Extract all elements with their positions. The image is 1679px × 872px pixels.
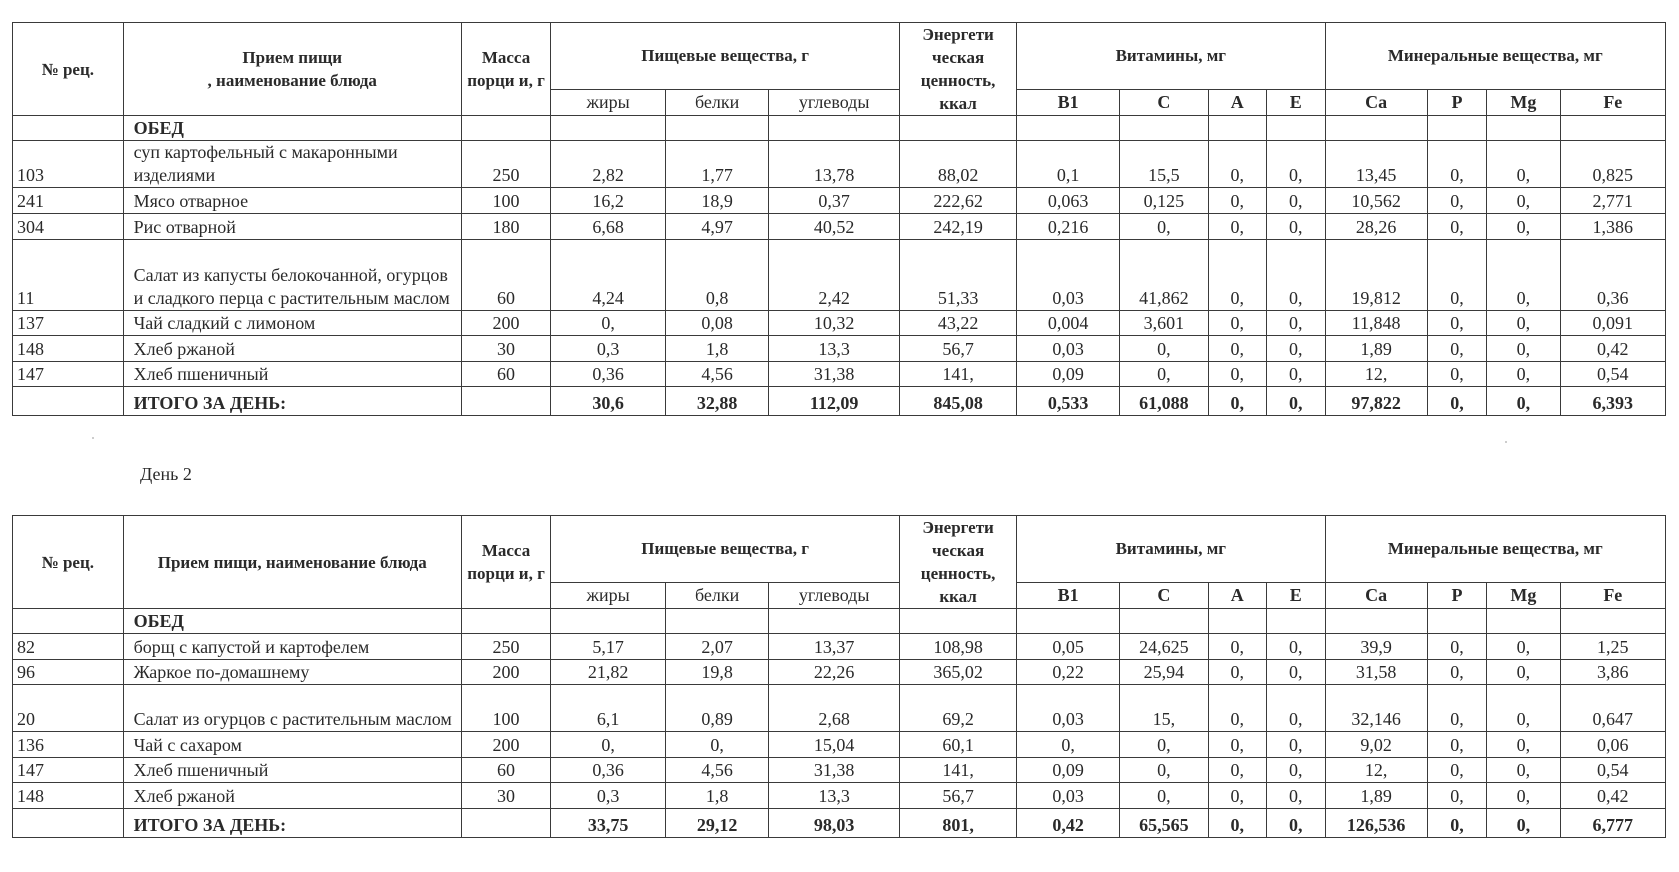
b1-cell: 0,22 (1017, 660, 1120, 685)
a-cell: 0, (1208, 685, 1267, 732)
total-energy-cell: 801, (900, 809, 1017, 838)
proteins-cell: 0, (666, 732, 769, 758)
fats-cell: 0,3 (551, 336, 666, 362)
fats-cell: 4,24 (551, 240, 666, 311)
fe-cell: 0,825 (1560, 141, 1665, 188)
header-proteins: белки (666, 582, 769, 608)
proteins-cell: 19,8 (666, 660, 769, 685)
day1-body (13, 116, 1666, 416)
total-row (13, 809, 1666, 838)
b1-cell: 0,05 (1017, 634, 1120, 660)
total-e-cell: 0, (1267, 809, 1326, 838)
header-dish-text: Прием пищи , наименование блюда (207, 48, 377, 90)
mg-cell: 0, (1487, 188, 1560, 214)
c-cell: 24,625 (1120, 634, 1208, 660)
a-cell: 0, (1208, 634, 1267, 660)
ca-cell: 9,02 (1325, 732, 1427, 758)
header-ca: Ca (1325, 582, 1427, 608)
total-c-cell: 65,565 (1120, 809, 1208, 838)
section-label: ОБЕД (123, 609, 461, 634)
total-ca-cell: 126,536 (1325, 809, 1427, 838)
scan-speck (1505, 441, 1507, 443)
header-p: P (1427, 89, 1487, 115)
ca-cell: 1,89 (1325, 783, 1427, 809)
dish-name-cell: суп картофельный с макаронными изделиями (123, 141, 461, 188)
total-ca-cell: 97,822 (1325, 387, 1427, 416)
energy-cell: 365,02 (900, 660, 1017, 685)
c-cell: 25,94 (1120, 660, 1208, 685)
e-cell: 0, (1267, 362, 1326, 387)
rec-no-cell: 147 (13, 758, 124, 783)
c-cell: 0,125 (1120, 188, 1208, 214)
table-row (13, 362, 1666, 387)
header-minerals-group: Минеральные вещества, мг (1325, 23, 1665, 90)
carbs-cell: 0,37 (769, 188, 900, 214)
header-ca: Ca (1325, 89, 1427, 115)
rec-no-cell: 148 (13, 783, 124, 809)
total-proteins-cell: 32,88 (666, 387, 769, 416)
p-cell: 0, (1427, 660, 1487, 685)
dish-name-cell: Хлеб пшеничный (123, 362, 461, 387)
p-cell: 0, (1427, 141, 1487, 188)
menu-table-day-1 (12, 22, 1666, 416)
e-cell: 0, (1267, 240, 1326, 311)
menu-table-day-2 (12, 515, 1666, 838)
total-fats-cell: 30,6 (551, 387, 666, 416)
fe-cell: 0,54 (1560, 362, 1665, 387)
header-mass: Масса порци и, г (461, 23, 550, 116)
e-cell: 0, (1267, 758, 1326, 783)
carbs-cell: 31,38 (769, 362, 900, 387)
header-c: C (1120, 582, 1208, 608)
rec-no-cell: 11 (13, 240, 124, 311)
proteins-cell: 4,56 (666, 362, 769, 387)
carbs-cell: 22,26 (769, 660, 900, 685)
mass-cell: 100 (461, 685, 550, 732)
rec-no-cell: 241 (13, 188, 124, 214)
mass-cell: 60 (461, 758, 550, 783)
total-mg-cell: 0, (1487, 809, 1560, 838)
rec-no-cell: 103 (13, 141, 124, 188)
total-c-cell: 61,088 (1120, 387, 1208, 416)
scan-speck (92, 437, 94, 439)
a-cell: 0, (1208, 783, 1267, 809)
proteins-cell: 2,07 (666, 634, 769, 660)
mass-cell: 200 (461, 732, 550, 758)
total-e-cell: 0, (1267, 387, 1326, 416)
energy-cell: 51,33 (900, 240, 1017, 311)
b1-cell: 0,09 (1017, 362, 1120, 387)
a-cell: 0, (1208, 660, 1267, 685)
day2-body (13, 609, 1666, 838)
carbs-cell: 13,78 (769, 141, 900, 188)
mass-cell: 200 (461, 660, 550, 685)
header-energy: Энергети ческая ценность, ккал (900, 23, 1017, 116)
dish-name-cell: Жаркое по-домашнему (123, 660, 461, 685)
proteins-cell: 4,56 (666, 758, 769, 783)
rec-no-cell: 304 (13, 214, 124, 240)
b1-cell: 0,03 (1017, 783, 1120, 809)
dish-name-cell: Хлеб ржаной (123, 336, 461, 362)
mg-cell: 0, (1487, 732, 1560, 758)
carbs-cell: 40,52 (769, 214, 900, 240)
dish-name-cell: Чай с сахаром (123, 732, 461, 758)
ca-cell: 11,848 (1325, 311, 1427, 336)
carbs-cell: 31,38 (769, 758, 900, 783)
header-carbs: углеводы (769, 89, 900, 115)
c-cell: 0, (1120, 732, 1208, 758)
table-row (13, 685, 1666, 732)
energy-cell: 43,22 (900, 311, 1017, 336)
total-energy-cell: 845,08 (900, 387, 1017, 416)
b1-cell: 0,03 (1017, 336, 1120, 362)
fats-cell: 6,68 (551, 214, 666, 240)
header-mg: Mg (1487, 89, 1560, 115)
mass-cell: 200 (461, 311, 550, 336)
mg-cell: 0, (1487, 362, 1560, 387)
header-vitamins-group: Витамины, мг (1017, 23, 1325, 90)
header-b1: B1 (1017, 89, 1120, 115)
carbs-cell: 13,3 (769, 783, 900, 809)
b1-cell: 0,09 (1017, 758, 1120, 783)
mg-cell: 0, (1487, 634, 1560, 660)
total-carbs-cell: 98,03 (769, 809, 900, 838)
header-a: A (1208, 89, 1267, 115)
total-label: ИТОГО ЗА ДЕНЬ: (123, 809, 461, 838)
mg-cell: 0, (1487, 660, 1560, 685)
total-p-cell: 0, (1427, 387, 1487, 416)
mg-cell: 0, (1487, 685, 1560, 732)
p-cell: 0, (1427, 240, 1487, 311)
header-fe: Fe (1560, 89, 1665, 115)
header-fats: жиры (551, 89, 666, 115)
total-fe-cell: 6,777 (1560, 809, 1665, 838)
fe-cell: 2,771 (1560, 188, 1665, 214)
b1-cell: 0, (1017, 732, 1120, 758)
table-row (13, 758, 1666, 783)
table-row (13, 660, 1666, 685)
header-vitamins-group: Витамины, мг (1017, 516, 1325, 583)
a-cell: 0, (1208, 758, 1267, 783)
fe-cell: 0,06 (1560, 732, 1665, 758)
fe-cell: 0,091 (1560, 311, 1665, 336)
carbs-cell: 2,42 (769, 240, 900, 311)
dish-name-cell: Мясо отварное (123, 188, 461, 214)
header-e: E (1267, 89, 1326, 115)
header-mass: Масса порци и, г (461, 516, 550, 609)
mg-cell: 0, (1487, 141, 1560, 188)
c-cell: 0, (1120, 214, 1208, 240)
header-fats: жиры (551, 582, 666, 608)
ca-cell: 12, (1325, 758, 1427, 783)
table-row (13, 336, 1666, 362)
ca-cell: 13,45 (1325, 141, 1427, 188)
rec-no-cell: 136 (13, 732, 124, 758)
c-cell: 0, (1120, 336, 1208, 362)
header-nutrients-group: Пищевые вещества, г (551, 23, 900, 90)
dish-name-cell: Салат из огурцов с растительным маслом (123, 685, 461, 732)
c-cell: 0, (1120, 758, 1208, 783)
proteins-cell: 1,8 (666, 336, 769, 362)
total-b1-cell: 0,533 (1017, 387, 1120, 416)
fe-cell: 1,25 (1560, 634, 1665, 660)
mass-cell: 60 (461, 240, 550, 311)
header-proteins: белки (666, 89, 769, 115)
e-cell: 0, (1267, 660, 1326, 685)
total-row (13, 387, 1666, 416)
energy-cell: 141, (900, 758, 1017, 783)
section-label: ОБЕД (123, 116, 461, 141)
carbs-cell: 13,37 (769, 634, 900, 660)
p-cell: 0, (1427, 732, 1487, 758)
fats-cell: 0, (551, 311, 666, 336)
fe-cell: 0,36 (1560, 240, 1665, 311)
mg-cell: 0, (1487, 783, 1560, 809)
a-cell: 0, (1208, 732, 1267, 758)
fats-cell: 5,17 (551, 634, 666, 660)
fats-cell: 16,2 (551, 188, 666, 214)
c-cell: 0, (1120, 783, 1208, 809)
dish-name-cell: Рис отварной (123, 214, 461, 240)
header-dish (123, 23, 461, 116)
c-cell: 0, (1120, 362, 1208, 387)
fe-cell: 0,42 (1560, 336, 1665, 362)
table-row (13, 141, 1666, 188)
table-row (13, 214, 1666, 240)
b1-cell: 0,03 (1017, 685, 1120, 732)
dish-name-cell: борщ с капустой и картофелем (123, 634, 461, 660)
ca-cell: 12, (1325, 362, 1427, 387)
p-cell: 0, (1427, 311, 1487, 336)
total-fe-cell: 6,393 (1560, 387, 1665, 416)
rec-no-cell: 20 (13, 685, 124, 732)
mass-cell: 100 (461, 188, 550, 214)
proteins-cell: 1,77 (666, 141, 769, 188)
fats-cell: 21,82 (551, 660, 666, 685)
header-p: P (1427, 582, 1487, 608)
fe-cell: 3,86 (1560, 660, 1665, 685)
c-cell: 3,601 (1120, 311, 1208, 336)
fe-cell: 0,54 (1560, 758, 1665, 783)
proteins-cell: 1,8 (666, 783, 769, 809)
e-cell: 0, (1267, 685, 1326, 732)
header-nutrients-group: Пищевые вещества, г (551, 516, 900, 583)
total-label: ИТОГО ЗА ДЕНЬ: (123, 387, 461, 416)
fats-cell: 0,36 (551, 362, 666, 387)
header-rec-no: № рец. (13, 516, 124, 609)
b1-cell: 0,1 (1017, 141, 1120, 188)
energy-cell: 141, (900, 362, 1017, 387)
fats-cell: 2,82 (551, 141, 666, 188)
e-cell: 0, (1267, 214, 1326, 240)
c-cell: 15,5 (1120, 141, 1208, 188)
proteins-cell: 0,08 (666, 311, 769, 336)
total-b1-cell: 0,42 (1017, 809, 1120, 838)
fats-cell: 6,1 (551, 685, 666, 732)
dish-name-cell: Салат из капусты белокочанной, огурцов и сладкого перца с растительным маслом (123, 240, 461, 311)
e-cell: 0, (1267, 336, 1326, 362)
header-energy: Энергети ческая ценность, ккал (900, 516, 1017, 609)
rec-no-cell: 96 (13, 660, 124, 685)
e-cell: 0, (1267, 188, 1326, 214)
proteins-cell: 18,9 (666, 188, 769, 214)
fe-cell: 0,42 (1560, 783, 1665, 809)
header-e: E (1267, 582, 1326, 608)
rec-no-cell: 137 (13, 311, 124, 336)
b1-cell: 0,063 (1017, 188, 1120, 214)
header-rec-no: № рец. (13, 23, 124, 116)
mg-cell: 0, (1487, 311, 1560, 336)
a-cell: 0, (1208, 240, 1267, 311)
energy-cell: 88,02 (900, 141, 1017, 188)
mass-cell: 60 (461, 362, 550, 387)
p-cell: 0, (1427, 685, 1487, 732)
table-row (13, 188, 1666, 214)
fe-cell: 0,647 (1560, 685, 1665, 732)
energy-cell: 69,2 (900, 685, 1017, 732)
table-row (13, 732, 1666, 758)
e-cell: 0, (1267, 311, 1326, 336)
dish-name-cell: Чай сладкий с лимоном (123, 311, 461, 336)
header-a: A (1208, 582, 1267, 608)
table-row (13, 311, 1666, 336)
total-mg-cell: 0, (1487, 387, 1560, 416)
carbs-cell: 10,32 (769, 311, 900, 336)
header-minerals-group: Минеральные вещества, мг (1325, 516, 1665, 583)
total-proteins-cell: 29,12 (666, 809, 769, 838)
mg-cell: 0, (1487, 214, 1560, 240)
e-cell: 0, (1267, 732, 1326, 758)
mass-cell: 30 (461, 336, 550, 362)
proteins-cell: 0,8 (666, 240, 769, 311)
mg-cell: 0, (1487, 336, 1560, 362)
b1-cell: 0,004 (1017, 311, 1120, 336)
table-row (13, 783, 1666, 809)
mass-cell: 250 (461, 141, 550, 188)
mass-cell: 250 (461, 634, 550, 660)
proteins-cell: 4,97 (666, 214, 769, 240)
total-a-cell: 0, (1208, 387, 1267, 416)
mass-cell: 180 (461, 214, 550, 240)
energy-cell: 242,19 (900, 214, 1017, 240)
energy-cell: 222,62 (900, 188, 1017, 214)
ca-cell: 31,58 (1325, 660, 1427, 685)
day-2-label: День 2 (140, 464, 192, 484)
b1-cell: 0,216 (1017, 214, 1120, 240)
carbs-cell: 15,04 (769, 732, 900, 758)
a-cell: 0, (1208, 188, 1267, 214)
c-cell: 15, (1120, 685, 1208, 732)
header-mg: Mg (1487, 582, 1560, 608)
header-b1: B1 (1017, 582, 1120, 608)
p-cell: 0, (1427, 634, 1487, 660)
header-carbs: углеводы (769, 582, 900, 608)
ca-cell: 10,562 (1325, 188, 1427, 214)
e-cell: 0, (1267, 141, 1326, 188)
ca-cell: 28,26 (1325, 214, 1427, 240)
a-cell: 0, (1208, 141, 1267, 188)
carbs-cell: 2,68 (769, 685, 900, 732)
b1-cell: 0,03 (1017, 240, 1120, 311)
e-cell: 0, (1267, 783, 1326, 809)
total-carbs-cell: 112,09 (769, 387, 900, 416)
e-cell: 0, (1267, 634, 1326, 660)
proteins-cell: 0,89 (666, 685, 769, 732)
rec-no-cell: 147 (13, 362, 124, 387)
rec-no-cell: 82 (13, 634, 124, 660)
dish-name-cell: Хлеб ржаной (123, 783, 461, 809)
fe-cell: 1,386 (1560, 214, 1665, 240)
fats-cell: 0,3 (551, 783, 666, 809)
carbs-cell: 13,3 (769, 336, 900, 362)
p-cell: 0, (1427, 336, 1487, 362)
header-dish: Прием пищи, наименование блюда (123, 516, 461, 609)
p-cell: 0, (1427, 783, 1487, 809)
p-cell: 0, (1427, 362, 1487, 387)
a-cell: 0, (1208, 311, 1267, 336)
p-cell: 0, (1427, 214, 1487, 240)
header-fe: Fe (1560, 582, 1665, 608)
mg-cell: 0, (1487, 758, 1560, 783)
ca-cell: 39,9 (1325, 634, 1427, 660)
mass-cell: 30 (461, 783, 550, 809)
a-cell: 0, (1208, 336, 1267, 362)
p-cell: 0, (1427, 188, 1487, 214)
p-cell: 0, (1427, 758, 1487, 783)
a-cell: 0, (1208, 362, 1267, 387)
total-a-cell: 0, (1208, 809, 1267, 838)
energy-cell: 56,7 (900, 783, 1017, 809)
ca-cell: 32,146 (1325, 685, 1427, 732)
fats-cell: 0, (551, 732, 666, 758)
ca-cell: 19,812 (1325, 240, 1427, 311)
mg-cell: 0, (1487, 240, 1560, 311)
energy-cell: 56,7 (900, 336, 1017, 362)
rec-no-cell: 148 (13, 336, 124, 362)
total-fats-cell: 33,75 (551, 809, 666, 838)
energy-cell: 108,98 (900, 634, 1017, 660)
ca-cell: 1,89 (1325, 336, 1427, 362)
c-cell: 41,862 (1120, 240, 1208, 311)
total-p-cell: 0, (1427, 809, 1487, 838)
table-row (13, 634, 1666, 660)
energy-cell: 60,1 (900, 732, 1017, 758)
a-cell: 0, (1208, 214, 1267, 240)
table-row (13, 240, 1666, 311)
dish-name-cell: Хлеб пшеничный (123, 758, 461, 783)
fats-cell: 0,36 (551, 758, 666, 783)
header-c: C (1120, 89, 1208, 115)
